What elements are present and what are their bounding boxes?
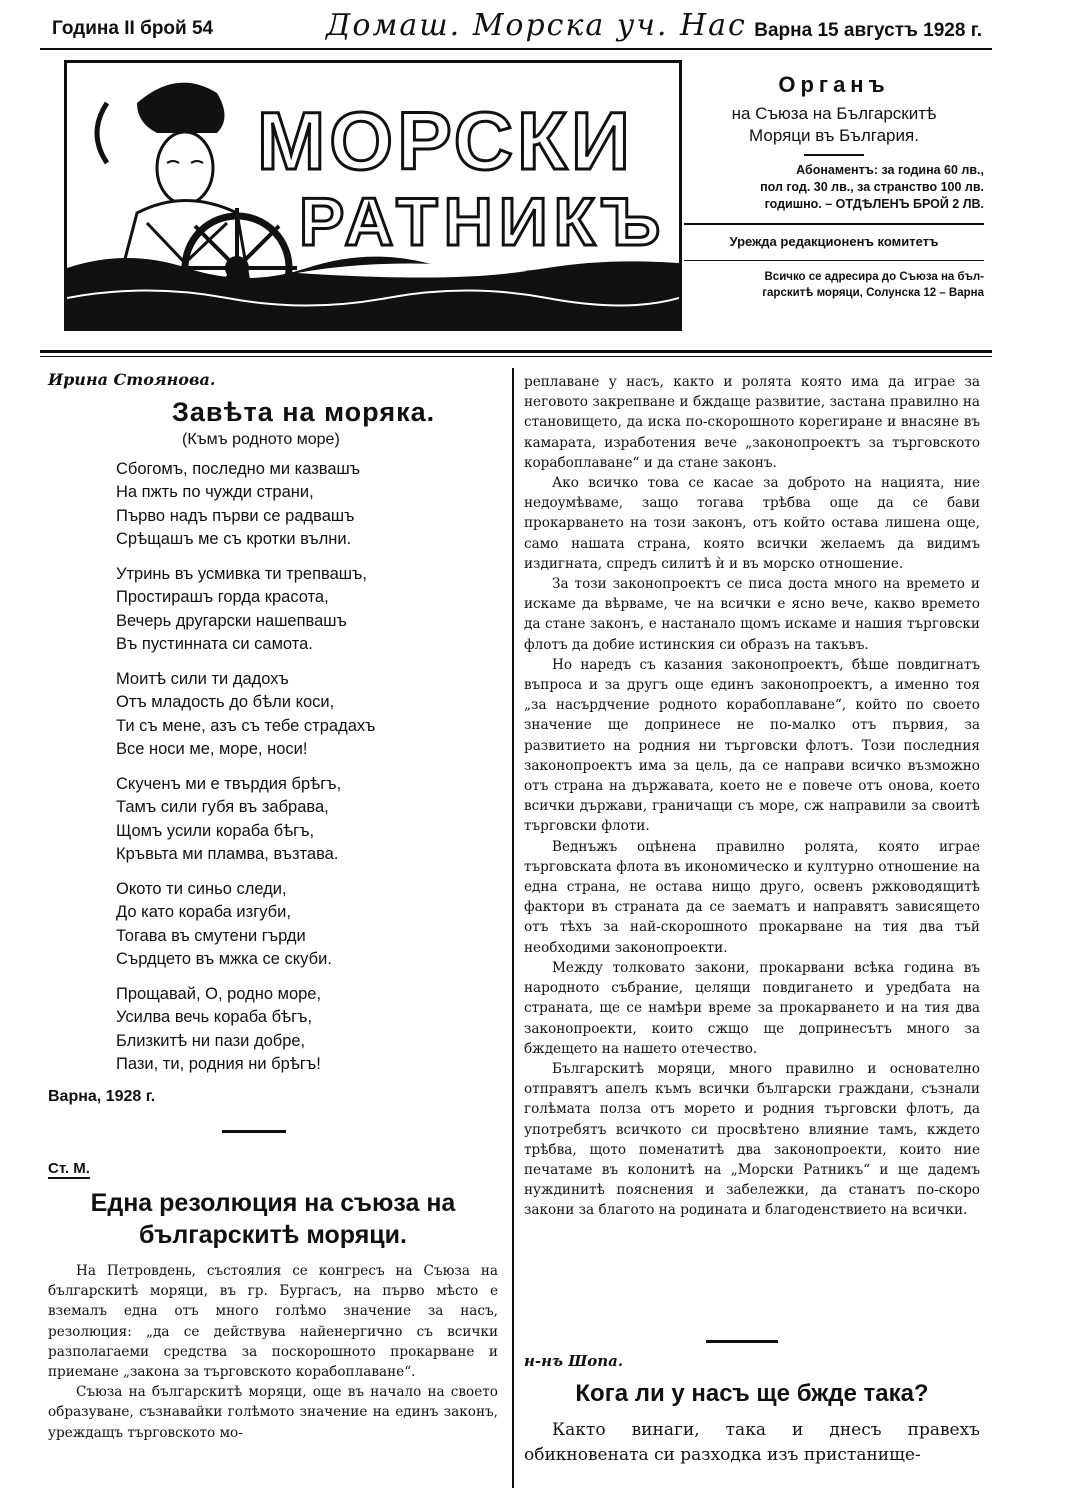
poem-line: Сърдцето въ мжка се скуби. (116, 950, 332, 968)
stanza (116, 563, 498, 657)
info-rule-2 (684, 260, 984, 261)
article-author: Ст. М. (48, 1160, 90, 1177)
poem-line: Близкитѣ ни пази добре, (116, 1031, 306, 1050)
poem-line: Скученъ ми е твърдия брѣгъ, (116, 774, 342, 793)
poem-title: Завѣта на моряка. (172, 397, 436, 427)
paragraph: Веднъжъ оцѣнена правилно ролята, която играе търговската флота въ икономическо и културно отношение на една страна, не остава нищо друго, освенъ ржководящитѣ фактори въ страната да се заематъ и направятъ зависящето отъ тѣхъ за най-скорошното прокарване на тия два тъй необходими законопроекти. (524, 838, 980, 956)
poem-line: Окото ти синьо следи, (116, 879, 287, 898)
organ-line2: Моряци въ България. (749, 126, 919, 145)
article-body (48, 1261, 498, 1443)
issue-date: Варна 15 августъ 1928 г. (754, 20, 982, 41)
poem-line: Щомъ усили кораба бѣгъ, (116, 821, 315, 840)
subscription-line2: пол год. 30 лв., за странство 100 лв. (760, 180, 984, 194)
poem-line: Ти съ мене, азъ съ тебе страдахъ (116, 716, 376, 735)
info-rule (684, 223, 984, 225)
poem-line: Усилва вечь кораба бѣгъ, (116, 1008, 313, 1026)
poem-line: Пази, ти, родния ни брѣгъ! (116, 1055, 321, 1073)
masthead-title-line2: РАТНИКЪ (299, 184, 667, 260)
masthead-title-line1: МОРСКИ (257, 96, 634, 187)
masthead (64, 60, 682, 331)
address-line2: гарскитѣ моряци, Солунска 12 – Варна (762, 287, 984, 299)
poem-line: Първо надъ първи се радвашъ (116, 506, 355, 525)
committee-line: Урежда редакционенъ комитетъ (729, 234, 939, 249)
organ-label: Органъ (778, 72, 890, 97)
publication-info (684, 70, 984, 325)
poem-line: Простирашъ горда красота, (116, 588, 329, 606)
address-line1: Всичко се адресира до Съюза на бъл- (764, 271, 984, 283)
poem-line: Прощавай, О, родно море, (116, 984, 322, 1003)
poem-line: На пжть по чужди страни, (116, 483, 314, 501)
paragraph: Съюза на българскитѣ моряци, още въ начало на своето образуване, съзнавайки голѣмото значение на единъ законъ, уреждащъ търговското мо- (48, 1384, 498, 1441)
column-divider (512, 368, 514, 1488)
poem-author: Ирина Стоянова. (48, 370, 216, 389)
issue-header (40, 8, 990, 48)
poem-line: Вечерь другарски нашепвашъ (116, 611, 347, 630)
info-divider (804, 154, 864, 156)
paragraph: реплаване у насъ, както и ролята която има да играе за неговото закрепване и бждаще развитие, застана правилно на становището, да иска по-скорошното корегиране и внасяне въ камарата, изработения вече „законопроектъ за търговското корабоплаване“ и да стане законъ. (524, 374, 980, 471)
paragraph: Ако всичко това се касае за доброто на нацията, ние недоумѣваме, защо тогава трѣбва още да се бави прокарването на този законъ, отъ който остава лишена още, само нашата страна, която всички желаемъ да видимъ издигната, спредъ силитѣ ѝ и въ морско отношение. (524, 475, 980, 572)
masthead-bottom-rule-thin (40, 356, 992, 357)
paragraph: На Петровдень, състоялия се конгресъ на Съюза на българскитѣ моряци, въ гр. Бургасъ, на първо мѣсто е вземалъ една отъ много голѣмо значение за насъ, резолюция: „да се действува найенергично съ всички разполагаеми средства за поскорошното прокарване и приемане „закона за търговското корабоплаване“. (48, 1263, 498, 1381)
article-when (524, 1352, 980, 1468)
poem-line: Въ пустинната си самота. (116, 635, 313, 653)
article-title-line2: българскитѣ моряци. (139, 1221, 407, 1249)
issue-number: Година II брой 54 (52, 18, 214, 39)
section-divider (222, 1130, 286, 1133)
poem-section (48, 370, 498, 1106)
subscription-line1: Абонаментъ: за година 60 лв., (796, 163, 984, 177)
poem-body (116, 458, 498, 1077)
stanza (116, 773, 498, 867)
stanza (116, 878, 498, 972)
poem-line: Утринь въ усмивка ти трепвашъ, (116, 564, 367, 583)
paragraph: Както винаги, така и днесъ правехъ обикновената си разходка изъ пристанище- (524, 1420, 980, 1465)
poem-line: Тогава въ смутени гърди (116, 926, 306, 945)
paragraph: Но наредъ съ казания законопроектъ, бѣше повдигнатъ въпроса и за другъ още единъ законопроектъ, а именно тоя „за насърдчение родното корабоплаване“, който по своето значение ще допринесе не по-малко отъ първия, за развитието на родния ни търговски флотъ. Този последния законопроектъ има за цель, да се направи всичко възможно отъ страна на държавата, което не е повече отъ онова, което всички държави, граничащи съ море, сж направили за своитѣ търговски флоти. (524, 656, 980, 835)
poem-signoff: Варна, 1928 г. (48, 1087, 156, 1105)
poem-line: Все носи ме, море, носи! (116, 740, 308, 758)
section-divider-right (706, 1340, 778, 1343)
header-rule (40, 48, 992, 50)
paragraph: Между толковато закони, прокарвани всѣка година въ народното събрание, целящи повдигането и уредбата на страната, ще се намѣри време за прокарването и на тия два законопроекти, които сжщо ще допринесътъ много за бждещето на нашето отечество. (524, 959, 980, 1057)
handwritten-note: Домаш. Морска уч. Нас (326, 8, 747, 43)
article2-author: н-нъ Шопа. (524, 1352, 624, 1370)
article-resolution (48, 1158, 498, 1443)
poem-line: Кръвьта ми пламва, възтава. (116, 845, 339, 863)
poem-line: Моитѣ сили ти дадохъ (116, 669, 289, 688)
poem-line: Срѣщашъ ме съ кротки вълни. (116, 530, 352, 548)
poem-subtitle: (Къмъ родното море) (182, 431, 340, 448)
masthead-bottom-rule (40, 350, 992, 353)
subscription-line3: годишно. – ОТДѢЛЕНЪ БРОЙ 2 ЛВ. (764, 197, 984, 211)
stanza (116, 983, 498, 1077)
poem-line: Отъ младость до бѣли коси, (116, 693, 335, 711)
stanza (116, 458, 498, 552)
organ-line1: на Съюза на Българскитѣ (731, 104, 937, 123)
poem-line: До като кораба изгуби, (116, 903, 291, 921)
poem-line: Тамъ сили губя въ забрава, (116, 798, 329, 816)
paragraph: Българскитѣ моряци, много правилно и основателно отправятъ апелъ къмъ всички български граждани, съзнали голѣмата полза отъ морето и родния търговски флотъ, да употребятъ всичкото си просвѣтено влияние тамъ, кждето трѣбва, щото поменатитѣ два законопроекти, които ние печатаме въ колонитѣ на „Морски Ратникъ“ и ще дадемъ нуждинитѣ пояснения и забележки, да станатъ по-скоро закони за благото на родината и благоденствието на всички. (524, 1060, 980, 1219)
paragraph: За този законопроектъ се писа доста много на времето и искаме да вѣрваме, че на всички е ясно вече, какво времето да стане законъ, е настанало щомъ искаме и нашия търговски флотъ да добие истинския си образъ на такъвъ. (524, 576, 980, 653)
article2-title: Кога ли у насъ ще бжде така? (575, 1380, 929, 1407)
article2-body (524, 1418, 980, 1468)
poem-line: Сбогомъ, последно ми казвашъ (116, 459, 361, 478)
stanza (116, 668, 498, 762)
article-title-line1: Една резолюция на съюза на (90, 1189, 456, 1217)
article-resolution-continued (524, 372, 980, 1221)
